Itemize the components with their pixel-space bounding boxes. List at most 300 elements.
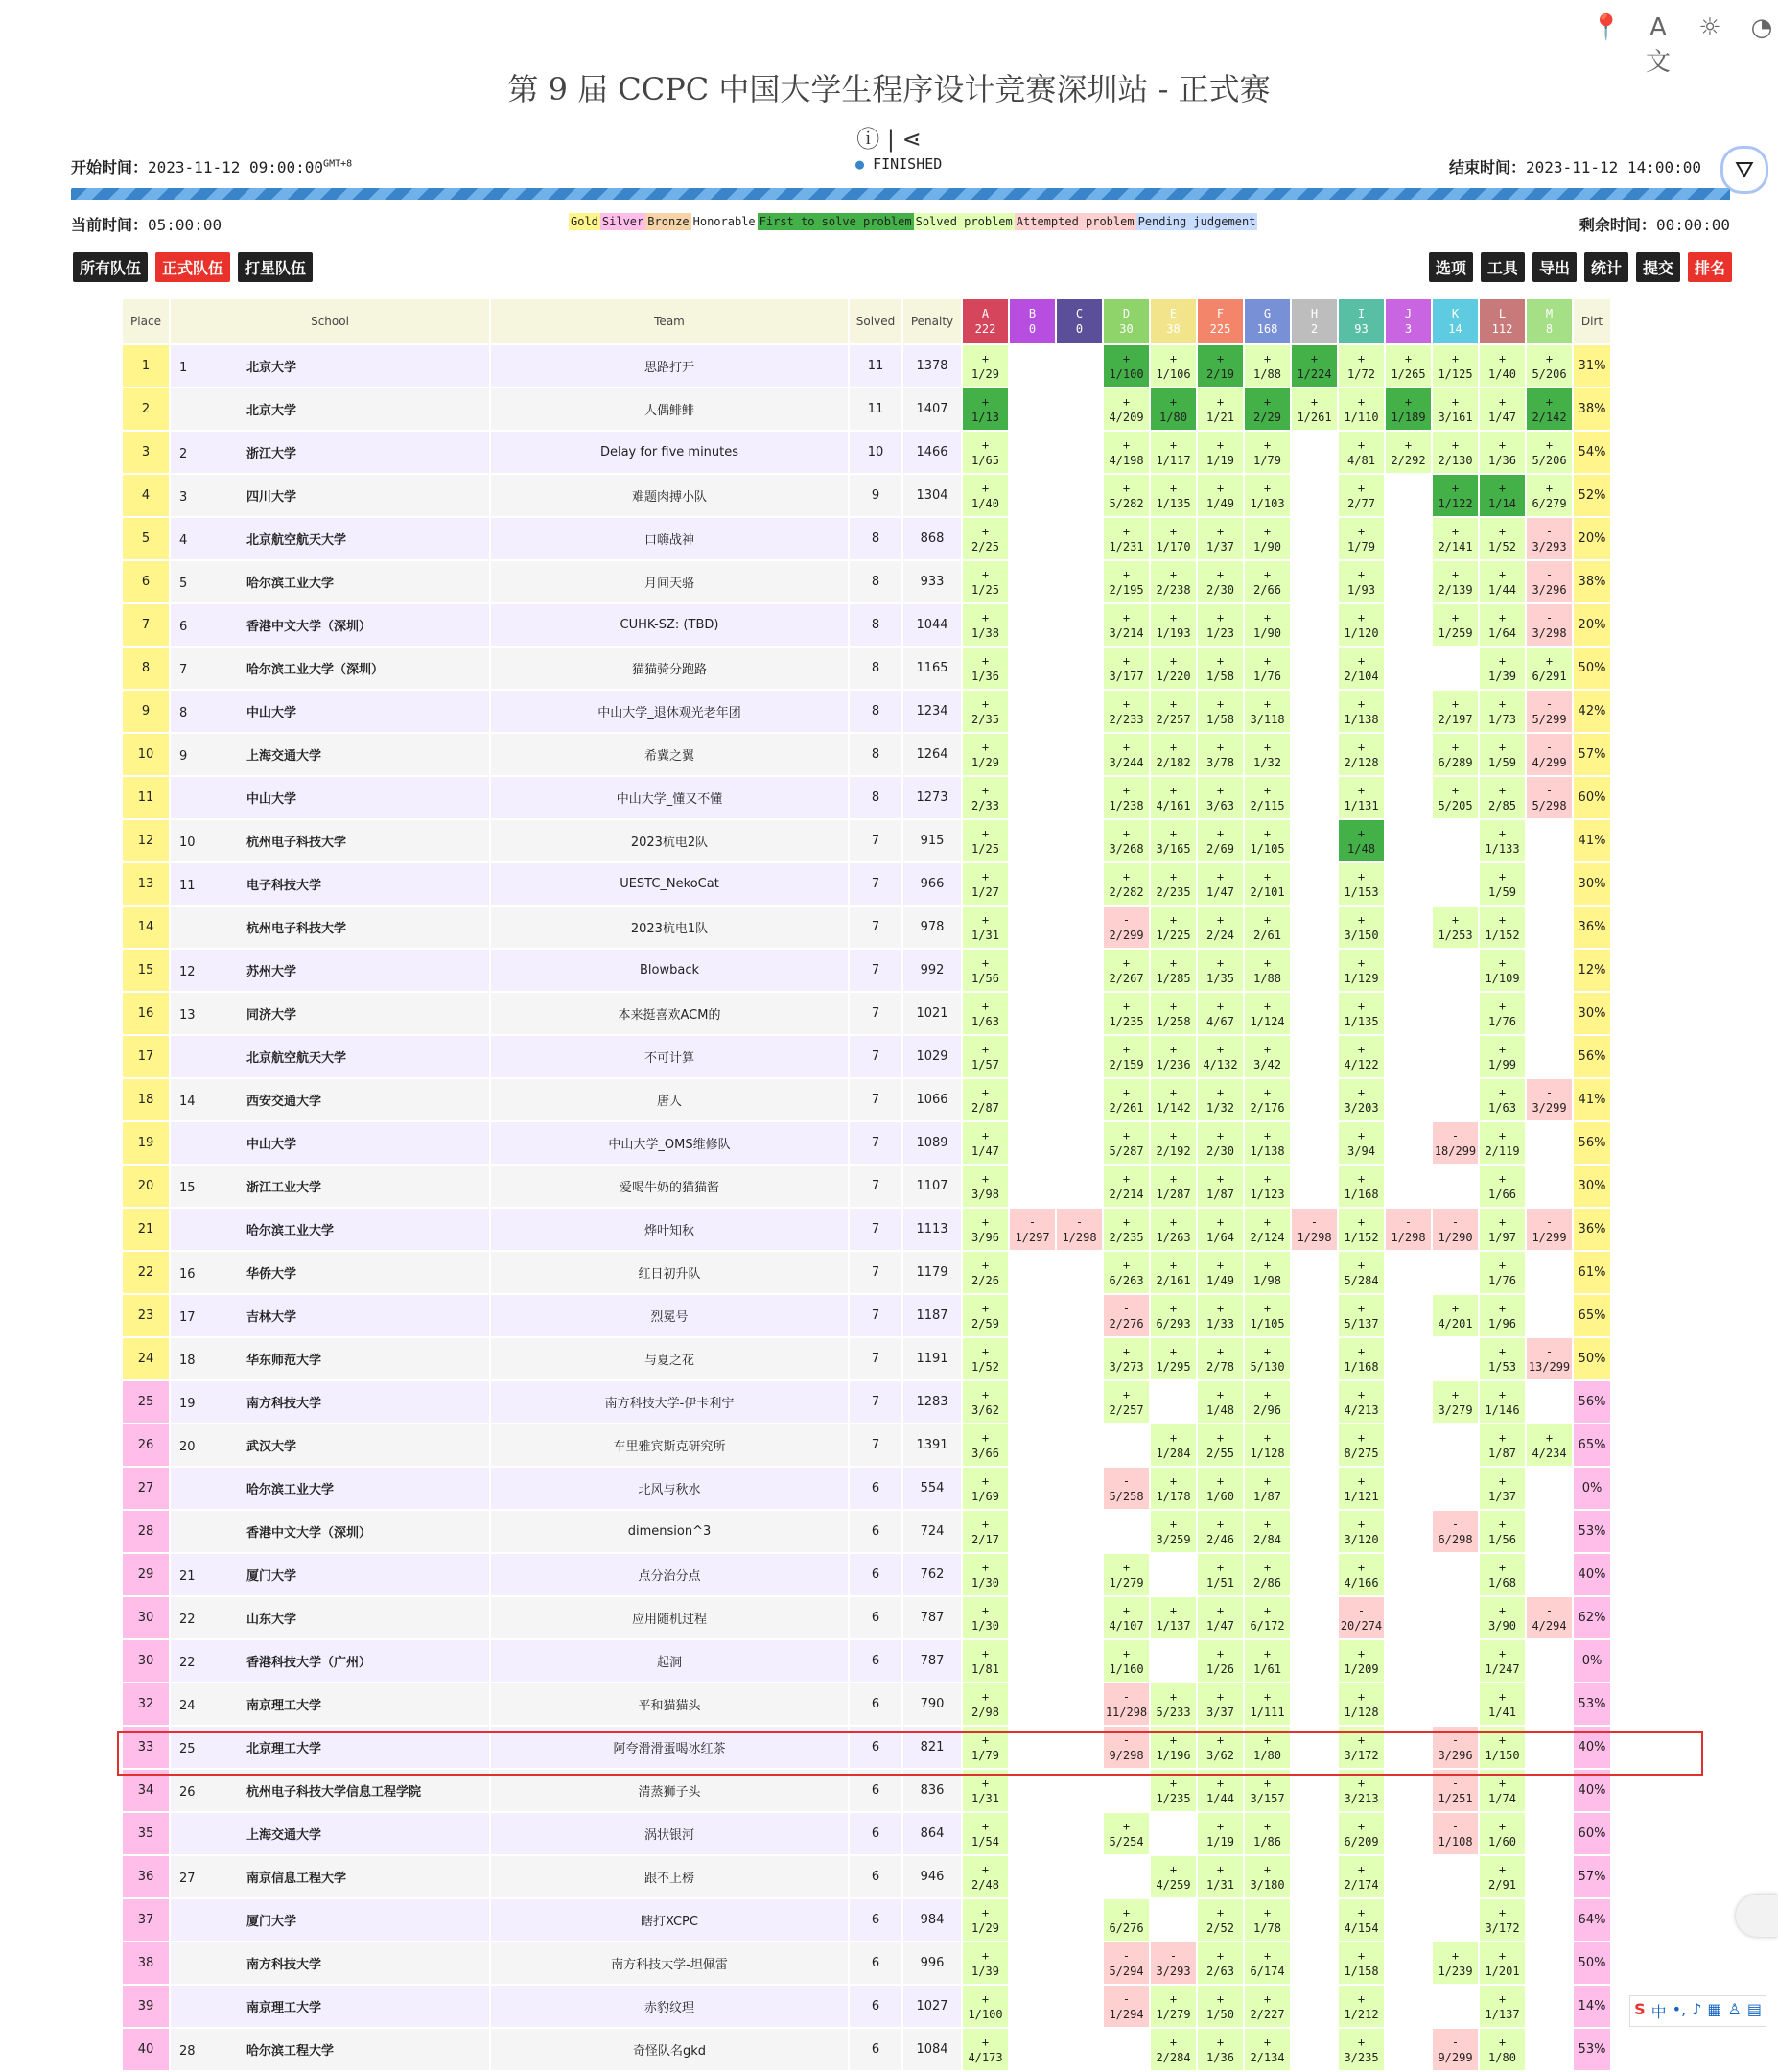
problem-cell-a[interactable] <box>963 777 1008 818</box>
problem-cell-g[interactable] <box>1245 906 1290 948</box>
problem-cell-i[interactable] <box>1339 604 1384 646</box>
header-dirt[interactable]: Dirt <box>1574 299 1610 343</box>
problem-cell-f[interactable] <box>1198 1899 1243 1941</box>
problem-cell-a[interactable] <box>963 648 1008 689</box>
problem-cell-g[interactable] <box>1245 1813 1290 1854</box>
info-icon[interactable]: ⓘ <box>856 126 880 153</box>
problem-cell-l[interactable] <box>1480 820 1525 861</box>
problem-cell-l[interactable] <box>1480 993 1525 1034</box>
problem-cell-f[interactable] <box>1198 1468 1243 1509</box>
team-row[interactable] <box>123 1597 1610 1638</box>
problem-cell-e[interactable] <box>1151 604 1196 646</box>
problem-cell-l[interactable] <box>1480 1640 1525 1682</box>
problem-cell-f[interactable] <box>1198 475 1243 516</box>
problem-cell-e[interactable] <box>1151 1597 1196 1638</box>
right_buttons-button[interactable]: 选项 <box>1429 252 1473 282</box>
problem-cell-k[interactable] <box>1433 734 1478 775</box>
team-row[interactable] <box>123 345 1610 387</box>
problem-cell-j[interactable] <box>1386 388 1431 430</box>
problem-cell-i[interactable] <box>1339 1511 1384 1552</box>
problem-cell-a[interactable] <box>963 1597 1008 1638</box>
problem-cell-a[interactable] <box>963 475 1008 516</box>
problem-cell-f[interactable] <box>1198 820 1243 861</box>
problem-cell-f[interactable] <box>1198 1424 1243 1466</box>
problem-cell-m[interactable] <box>1527 777 1572 818</box>
problem-cell-a[interactable] <box>963 906 1008 948</box>
problem-cell-g[interactable] <box>1245 648 1290 689</box>
problem-cell-d[interactable] <box>1104 345 1149 387</box>
problem-cell-m[interactable] <box>1527 432 1572 473</box>
problem-cell-i[interactable] <box>1339 1554 1384 1595</box>
problem-cell-i[interactable] <box>1339 1381 1384 1423</box>
problem-cell-g[interactable] <box>1245 1338 1290 1379</box>
problem-cell-d[interactable] <box>1104 1684 1149 1725</box>
problem-cell-i[interactable] <box>1339 1424 1384 1466</box>
problem-cell-f[interactable] <box>1198 2029 1243 2070</box>
problem-cell-a[interactable] <box>963 1684 1008 1725</box>
team-row[interactable] <box>123 1036 1610 1077</box>
problem-cell-l[interactable] <box>1480 1942 1525 1984</box>
sun-icon[interactable]: ☼ <box>1698 13 1721 42</box>
problem-cell-i[interactable] <box>1339 475 1384 516</box>
problem-cell-i[interactable] <box>1339 691 1384 732</box>
problem-cell-l[interactable] <box>1480 1554 1525 1595</box>
problem-cell-d[interactable] <box>1104 863 1149 905</box>
problem-cell-d[interactable] <box>1104 1942 1149 1984</box>
problem-cell-d[interactable] <box>1104 475 1149 516</box>
problem-cell-e[interactable] <box>1151 777 1196 818</box>
problem-cell-k[interactable] <box>1433 475 1478 516</box>
problem-cell-h[interactable] <box>1292 345 1337 387</box>
problem-cell-i[interactable] <box>1339 1640 1384 1682</box>
problem-cell-m[interactable] <box>1527 648 1572 689</box>
problem-cell-l[interactable] <box>1480 518 1525 559</box>
problem-cell-d[interactable] <box>1104 691 1149 732</box>
team-row[interactable] <box>123 691 1610 732</box>
problem-cell-i[interactable] <box>1339 906 1384 948</box>
problem-cell-k[interactable] <box>1433 1511 1478 1552</box>
problem-cell-f[interactable] <box>1198 906 1243 948</box>
header-problem-d[interactable] <box>1104 299 1149 343</box>
team-row[interactable] <box>123 1468 1610 1509</box>
problem-cell-k[interactable] <box>1433 691 1478 732</box>
header-team[interactable]: Team <box>491 299 848 343</box>
problem-cell-i[interactable] <box>1339 1036 1384 1077</box>
problem-cell-i[interactable] <box>1339 993 1384 1034</box>
right_buttons-button[interactable]: 统计 <box>1584 252 1628 282</box>
problem-cell-d[interactable] <box>1104 1813 1149 1854</box>
problem-cell-g[interactable] <box>1245 388 1290 430</box>
problem-cell-a[interactable] <box>963 1899 1008 1941</box>
problem-cell-a[interactable] <box>963 561 1008 602</box>
problem-cell-g[interactable] <box>1245 1295 1290 1336</box>
problem-cell-f[interactable] <box>1198 1597 1243 1638</box>
problem-cell-d[interactable] <box>1104 1079 1149 1120</box>
problem-cell-g[interactable] <box>1245 604 1290 646</box>
problem-cell-f[interactable] <box>1198 777 1243 818</box>
problem-cell-l[interactable] <box>1480 345 1525 387</box>
team-row[interactable] <box>123 1252 1610 1293</box>
problem-cell-f[interactable] <box>1198 1554 1243 1595</box>
problem-cell-i[interactable] <box>1339 1770 1384 1811</box>
team-row[interactable] <box>123 1511 1610 1552</box>
problem-cell-d[interactable] <box>1104 777 1149 818</box>
header-problem-i[interactable] <box>1339 299 1384 343</box>
problem-cell-e[interactable] <box>1151 345 1196 387</box>
problem-cell-m[interactable] <box>1527 388 1572 430</box>
problem-cell-l[interactable] <box>1480 388 1525 430</box>
problem-cell-e[interactable] <box>1151 1856 1196 1897</box>
problem-cell-l[interactable] <box>1480 2029 1525 2070</box>
problem-cell-a[interactable] <box>963 1942 1008 1984</box>
problem-cell-f[interactable] <box>1198 1942 1243 1984</box>
problem-cell-i[interactable] <box>1339 1942 1384 1984</box>
ime-logo-icon[interactable]: S <box>1634 2000 1646 2018</box>
problem-cell-a[interactable] <box>963 518 1008 559</box>
problem-cell-d[interactable] <box>1104 993 1149 1034</box>
problem-cell-e[interactable] <box>1151 734 1196 775</box>
team-row[interactable] <box>123 1122 1610 1164</box>
problem-cell-d[interactable] <box>1104 1468 1149 1509</box>
problem-cell-f[interactable] <box>1198 1295 1243 1336</box>
problem-cell-a[interactable] <box>963 1770 1008 1811</box>
problem-cell-l[interactable] <box>1480 1899 1525 1941</box>
header-problem-f[interactable] <box>1198 299 1243 343</box>
ime-mic-icon[interactable]: ♪ <box>1692 2000 1702 2018</box>
problem-cell-g[interactable] <box>1245 518 1290 559</box>
problem-cell-a[interactable] <box>963 734 1008 775</box>
problem-cell-l[interactable] <box>1480 1424 1525 1466</box>
problem-cell-k[interactable] <box>1433 906 1478 948</box>
problem-cell-e[interactable] <box>1151 691 1196 732</box>
problem-cell-k[interactable] <box>1433 1381 1478 1423</box>
problem-cell-g[interactable] <box>1245 820 1290 861</box>
right_buttons-button[interactable]: 排名 <box>1688 252 1732 282</box>
problem-cell-i[interactable] <box>1339 1295 1384 1336</box>
problem-cell-f[interactable] <box>1198 561 1243 602</box>
problem-cell-i[interactable] <box>1339 2029 1384 2070</box>
team-row[interactable] <box>123 518 1610 559</box>
problem-cell-e[interactable] <box>1151 1166 1196 1207</box>
team-row[interactable] <box>123 2029 1610 2070</box>
header-problem-e[interactable] <box>1151 299 1196 343</box>
problem-cell-d[interactable] <box>1104 1381 1149 1423</box>
problem-cell-f[interactable] <box>1198 1209 1243 1250</box>
problem-cell-f[interactable] <box>1198 1338 1243 1379</box>
problem-cell-l[interactable] <box>1480 691 1525 732</box>
problem-cell-i[interactable] <box>1339 1079 1384 1120</box>
problem-cell-k[interactable] <box>1433 2029 1478 2070</box>
team-row[interactable] <box>123 1856 1610 1897</box>
header-problem-l[interactable] <box>1480 299 1525 343</box>
problem-cell-i[interactable] <box>1339 950 1384 991</box>
problem-cell-k[interactable] <box>1433 345 1478 387</box>
problem-cell-e[interactable] <box>1151 1252 1196 1293</box>
problem-cell-i[interactable] <box>1339 1338 1384 1379</box>
problem-cell-m[interactable] <box>1527 345 1572 387</box>
problem-cell-f[interactable] <box>1198 1640 1243 1682</box>
problem-cell-m[interactable] <box>1527 1338 1572 1379</box>
header-problem-k[interactable] <box>1433 299 1478 343</box>
problem-cell-a[interactable] <box>963 1640 1008 1682</box>
problem-cell-d[interactable] <box>1104 432 1149 473</box>
problem-cell-g[interactable] <box>1245 1381 1290 1423</box>
problem-cell-d[interactable] <box>1104 604 1149 646</box>
problem-cell-a[interactable] <box>963 2029 1008 2070</box>
problem-cell-f[interactable] <box>1198 1856 1243 1897</box>
problem-cell-l[interactable] <box>1480 432 1525 473</box>
problem-cell-m[interactable] <box>1527 1079 1572 1120</box>
problem-cell-g[interactable] <box>1245 691 1290 732</box>
ime-chinese-icon[interactable]: 中 <box>1650 2003 1667 2021</box>
header-place[interactable]: Place <box>123 299 169 343</box>
side-widget-icon[interactable] <box>1736 1895 1778 1937</box>
team-row[interactable] <box>123 1813 1610 1854</box>
problem-cell-a[interactable] <box>963 950 1008 991</box>
problem-cell-d[interactable] <box>1104 1295 1149 1336</box>
problem-cell-l[interactable] <box>1480 1122 1525 1164</box>
problem-cell-l[interactable] <box>1480 1166 1525 1207</box>
team-row[interactable] <box>123 1684 1610 1725</box>
problem-cell-f[interactable] <box>1198 345 1243 387</box>
problem-cell-a[interactable] <box>963 1295 1008 1336</box>
problem-cell-a[interactable] <box>963 1381 1008 1423</box>
problem-cell-i[interactable] <box>1339 388 1384 430</box>
problem-cell-g[interactable] <box>1245 1468 1290 1509</box>
problem-cell-g[interactable] <box>1245 1899 1290 1941</box>
problem-cell-m[interactable] <box>1527 561 1572 602</box>
problem-cell-b[interactable] <box>1010 1209 1055 1250</box>
problem-cell-a[interactable] <box>963 388 1008 430</box>
problem-cell-l[interactable] <box>1480 604 1525 646</box>
problem-cell-l[interactable] <box>1480 734 1525 775</box>
problem-cell-e[interactable] <box>1151 950 1196 991</box>
problem-cell-e[interactable] <box>1151 1468 1196 1509</box>
problem-cell-g[interactable] <box>1245 475 1290 516</box>
team-row[interactable] <box>123 1381 1610 1423</box>
right_buttons-button[interactable]: 工具 <box>1481 252 1525 282</box>
problem-cell-g[interactable] <box>1245 432 1290 473</box>
problem-cell-i[interactable] <box>1339 1856 1384 1897</box>
problem-cell-e[interactable] <box>1151 475 1196 516</box>
problem-cell-k[interactable] <box>1433 1942 1478 1984</box>
problem-cell-g[interactable] <box>1245 1640 1290 1682</box>
problem-cell-e[interactable] <box>1151 820 1196 861</box>
team-row[interactable] <box>123 561 1610 602</box>
problem-cell-g[interactable] <box>1245 993 1290 1034</box>
problem-cell-i[interactable] <box>1339 1252 1384 1293</box>
problem-cell-d[interactable] <box>1104 1640 1149 1682</box>
problem-cell-d[interactable] <box>1104 1209 1149 1250</box>
problem-cell-l[interactable] <box>1480 1511 1525 1552</box>
problem-cell-a[interactable] <box>963 1554 1008 1595</box>
problem-cell-f[interactable] <box>1198 734 1243 775</box>
translate-icon[interactable]: A文 <box>1645 13 1671 77</box>
problem-cell-g[interactable] <box>1245 1122 1290 1164</box>
problem-cell-i[interactable] <box>1339 1468 1384 1509</box>
problem-cell-a[interactable] <box>963 345 1008 387</box>
problem-cell-h[interactable] <box>1292 1209 1337 1250</box>
problem-cell-m[interactable] <box>1527 691 1572 732</box>
problem-cell-l[interactable] <box>1480 1252 1525 1293</box>
problem-cell-k[interactable] <box>1433 561 1478 602</box>
problem-cell-g[interactable] <box>1245 1166 1290 1207</box>
problem-cell-m[interactable] <box>1527 1597 1572 1638</box>
problem-cell-a[interactable] <box>963 1079 1008 1120</box>
problem-cell-l[interactable] <box>1480 863 1525 905</box>
problem-cell-e[interactable] <box>1151 1295 1196 1336</box>
problem-cell-l[interactable] <box>1480 777 1525 818</box>
problem-cell-f[interactable] <box>1198 388 1243 430</box>
team-row[interactable] <box>123 648 1610 689</box>
right_buttons-button[interactable]: 导出 <box>1532 252 1577 282</box>
problem-cell-k[interactable] <box>1433 1295 1478 1336</box>
header-problem-a[interactable] <box>963 299 1008 343</box>
team-row[interactable] <box>123 777 1610 818</box>
ime-grid-icon[interactable]: ▤ <box>1746 2000 1762 2018</box>
problem-cell-l[interactable] <box>1480 1079 1525 1120</box>
team-row[interactable] <box>123 1770 1610 1811</box>
problem-cell-h[interactable] <box>1292 388 1337 430</box>
problem-cell-l[interactable] <box>1480 1986 1525 2027</box>
problem-cell-k[interactable] <box>1433 388 1478 430</box>
problem-cell-e[interactable] <box>1151 1338 1196 1379</box>
problem-cell-g[interactable] <box>1245 1986 1290 2027</box>
problem-cell-f[interactable] <box>1198 993 1243 1034</box>
left_buttons-button[interactable]: 打星队伍 <box>238 252 313 282</box>
problem-cell-j[interactable] <box>1386 345 1431 387</box>
problem-cell-g[interactable] <box>1245 1209 1290 1250</box>
problem-cell-m[interactable] <box>1527 518 1572 559</box>
problem-cell-g[interactable] <box>1245 1684 1290 1725</box>
team-row[interactable] <box>123 734 1610 775</box>
problem-cell-l[interactable] <box>1480 1597 1525 1638</box>
ime-punct-icon[interactable]: •, <box>1672 2000 1687 2018</box>
problem-cell-a[interactable] <box>963 820 1008 861</box>
team-row[interactable] <box>123 1424 1610 1466</box>
problem-cell-k[interactable] <box>1433 432 1478 473</box>
problem-cell-f[interactable] <box>1198 1770 1243 1811</box>
problem-cell-l[interactable] <box>1480 648 1525 689</box>
problem-cell-a[interactable] <box>963 1986 1008 2027</box>
github-icon[interactable]: ◔ <box>1750 13 1773 42</box>
problem-cell-i[interactable] <box>1339 518 1384 559</box>
problem-cell-a[interactable] <box>963 1813 1008 1854</box>
problem-cell-f[interactable] <box>1198 1511 1243 1552</box>
header-school[interactable]: School <box>171 299 489 343</box>
problem-cell-e[interactable] <box>1151 1424 1196 1466</box>
problem-cell-a[interactable] <box>963 1209 1008 1250</box>
problem-cell-k[interactable] <box>1433 777 1478 818</box>
problem-cell-a[interactable] <box>963 1252 1008 1293</box>
problem-cell-g[interactable] <box>1245 777 1290 818</box>
problem-cell-d[interactable] <box>1104 1122 1149 1164</box>
pin-icon[interactable]: 📍 <box>1590 13 1623 42</box>
problem-cell-d[interactable] <box>1104 1554 1149 1595</box>
team-row[interactable] <box>123 1079 1610 1120</box>
problem-cell-l[interactable] <box>1480 1468 1525 1509</box>
problem-cell-g[interactable] <box>1245 1554 1290 1595</box>
problem-cell-c[interactable] <box>1057 1209 1102 1250</box>
left_buttons-button[interactable]: 正式队伍 <box>155 252 230 282</box>
problem-cell-k[interactable] <box>1433 518 1478 559</box>
problem-cell-d[interactable] <box>1104 820 1149 861</box>
problem-cell-e[interactable] <box>1151 1684 1196 1725</box>
problem-cell-g[interactable] <box>1245 561 1290 602</box>
team-row[interactable] <box>123 1942 1610 1984</box>
problem-cell-e[interactable] <box>1151 1770 1196 1811</box>
problem-cell-d[interactable] <box>1104 950 1149 991</box>
problem-cell-g[interactable] <box>1245 1770 1290 1811</box>
right_buttons-button[interactable]: 提交 <box>1636 252 1680 282</box>
problem-cell-i[interactable] <box>1339 1684 1384 1725</box>
team-row[interactable] <box>123 1554 1610 1595</box>
problem-cell-i[interactable] <box>1339 1813 1384 1854</box>
problem-cell-g[interactable] <box>1245 1424 1290 1466</box>
problem-cell-f[interactable] <box>1198 648 1243 689</box>
header-problem-g[interactable] <box>1245 299 1290 343</box>
problem-cell-k[interactable] <box>1433 1209 1478 1250</box>
problem-cell-j[interactable] <box>1386 1209 1431 1250</box>
problem-cell-f[interactable] <box>1198 1813 1243 1854</box>
problem-cell-f[interactable] <box>1198 604 1243 646</box>
problem-cell-e[interactable] <box>1151 906 1196 948</box>
problem-cell-a[interactable] <box>963 1424 1008 1466</box>
problem-cell-i[interactable] <box>1339 734 1384 775</box>
problem-cell-a[interactable] <box>963 604 1008 646</box>
problem-cell-d[interactable] <box>1104 1166 1149 1207</box>
problem-cell-g[interactable] <box>1245 1856 1290 1897</box>
problem-cell-d[interactable] <box>1104 1252 1149 1293</box>
problem-cell-i[interactable] <box>1339 1899 1384 1941</box>
problem-cell-f[interactable] <box>1198 1122 1243 1164</box>
problem-cell-g[interactable] <box>1245 734 1290 775</box>
problem-cell-k[interactable] <box>1433 1813 1478 1854</box>
problem-cell-a[interactable] <box>963 863 1008 905</box>
team-row[interactable] <box>123 950 1610 991</box>
problem-cell-i[interactable] <box>1339 1166 1384 1207</box>
problem-cell-a[interactable] <box>963 1166 1008 1207</box>
problem-cell-f[interactable] <box>1198 1986 1243 2027</box>
problem-cell-g[interactable] <box>1245 950 1290 991</box>
problem-cell-f[interactable] <box>1198 432 1243 473</box>
problem-cell-m[interactable] <box>1527 1424 1572 1466</box>
problem-cell-e[interactable] <box>1151 432 1196 473</box>
problem-cell-l[interactable] <box>1480 1381 1525 1423</box>
team-row[interactable] <box>123 1209 1610 1250</box>
problem-cell-f[interactable] <box>1198 691 1243 732</box>
problem-cell-i[interactable] <box>1339 777 1384 818</box>
header-problem-h[interactable] <box>1292 299 1337 343</box>
team-row[interactable] <box>123 1640 1610 1682</box>
team-row[interactable] <box>123 1986 1610 2027</box>
problem-cell-g[interactable] <box>1245 1079 1290 1120</box>
problem-cell-g[interactable] <box>1245 863 1290 905</box>
problem-cell-l[interactable] <box>1480 1856 1525 1897</box>
problem-cell-a[interactable] <box>963 1338 1008 1379</box>
team-row[interactable] <box>123 863 1610 905</box>
problem-cell-d[interactable] <box>1104 1899 1149 1941</box>
problem-cell-d[interactable] <box>1104 734 1149 775</box>
problem-cell-m[interactable] <box>1527 604 1572 646</box>
problem-cell-i[interactable] <box>1339 1597 1384 1638</box>
share-icon[interactable]: ⋖ <box>901 126 922 153</box>
problem-cell-a[interactable] <box>963 993 1008 1034</box>
ime-keyboard-icon[interactable]: ▦ <box>1707 2000 1722 2018</box>
problem-cell-m[interactable] <box>1527 1209 1572 1250</box>
problem-cell-g[interactable] <box>1245 1942 1290 1984</box>
team-row[interactable] <box>123 993 1610 1034</box>
